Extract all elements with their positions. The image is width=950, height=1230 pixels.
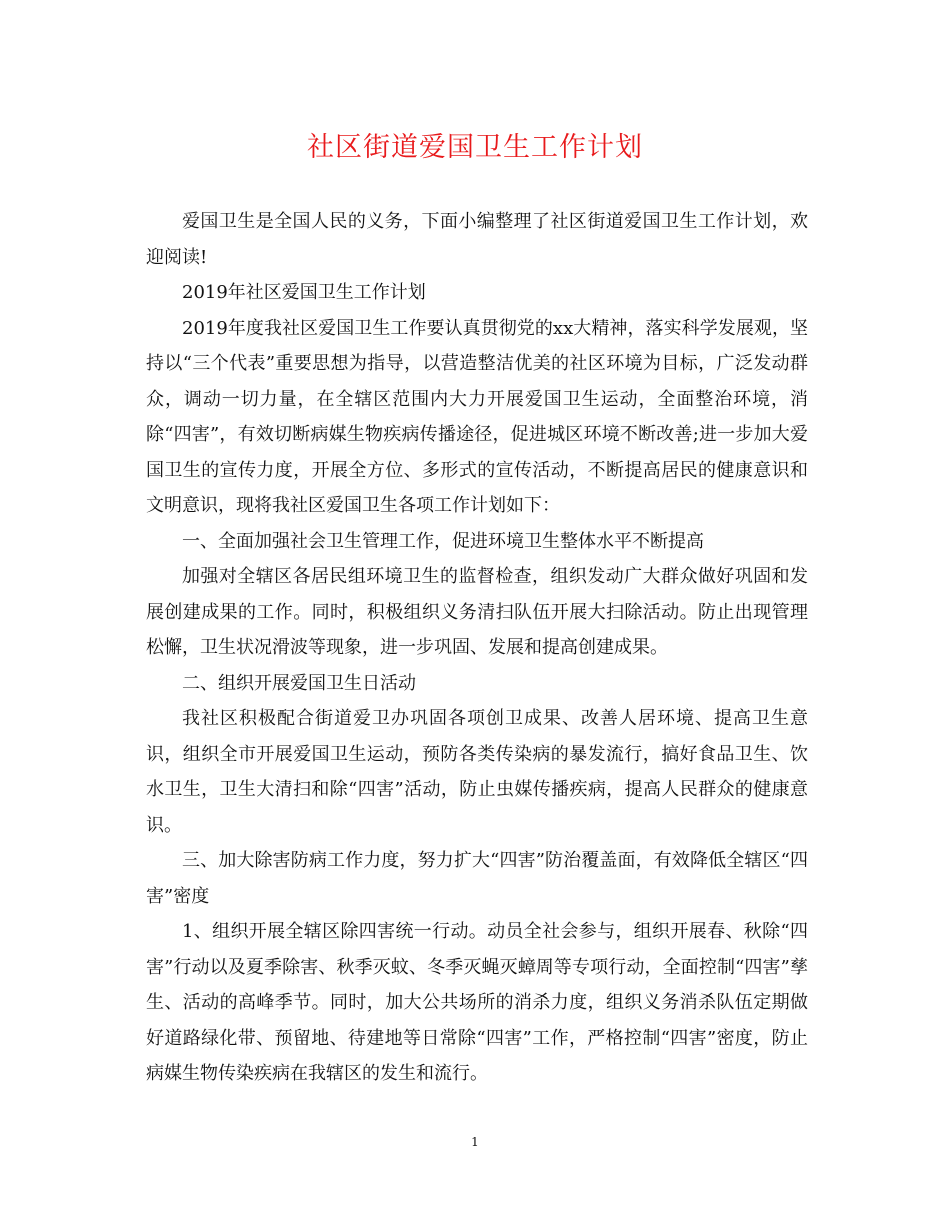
- page-title: 社区街道爱国卫生工作计划: [307, 132, 643, 163]
- section-heading-2: 二、组织开展爱国卫生日活动: [182, 672, 416, 694]
- page-number: 1: [471, 1135, 479, 1149]
- section-item-1: 1、组织开展全辖区除四害统一行动。动员全社会参与，组织开展春、秋除“四害”行动以及夏季除害、秋季灭蚊、冬季灭蝇灭蟑周等专项行动，全面控制“四害”孳生、活动的高峰季节。同时，加大公共场所的消杀力度，组织义务消杀队伍定期做好道路绿化带、预留地、待建地等日常除“四害”工作，严格控制“四害”密度，防止病媒生物传染疾病在我辖区的发生和流行。: [146, 921, 808, 1084]
- section-heading-1: 一、全面加强社会卫生管理工作，促进环境卫生整体水平不断提高: [182, 530, 704, 552]
- section-paragraph-1: 加强对全辖区各居民组环境卫生的监督检查，组织发动广大群众做好巩固和发展创建成果的工作。同时，积极组织义务清扫队伍开展大扫除活动。防止出现管理松懈，卫生状况滑波等现象，进一步巩固、发展和提高创建成果。: [146, 566, 808, 658]
- section-heading-3: 三、加大除害防病工作力度，努力扩大“四害”防治覆盖面，有效降低全辖区“四害”密度: [146, 850, 808, 907]
- intro-paragraph: 爱国卫生是全国人民的义务，下面小编整理了社区街道爱国卫生工作计划，欢迎阅读!: [146, 211, 808, 268]
- overview-paragraph: 2019年度我社区爱国卫生工作要认真贯彻党的xx大精神，落实科学发展观，坚持以“三个代表”重要思想为指导，以营造整洁优美的社区环境为目标，广泛发动群众，调动一切力量，在全辖区范围内大力开展爱国卫生运动，全面整治环境，消除“四害”，有效切断病媒生物疾病传播途径，促进城区环境不断改善;进一步加大爱国卫生的宣传力度，开展全方位、多形式的宣传活动，不断提高居民的健康意识和文明意识，现将我社区爱国卫生各项工作计划如下：: [146, 317, 808, 516]
- section-paragraph-2: 我社区积极配合街道爱卫办巩固各项创卫成果、改善人居环境、提高卫生意识，组织全市开展爱国卫生运动，预防各类传染病的暴发流行，搞好食品卫生、饮水卫生，卫生大清扫和除“四害”活动，防止虫媒传播疾病，提高人民群众的健康意识。: [146, 708, 808, 836]
- plan-subtitle: 2019年社区爱国卫生工作计划: [182, 282, 426, 303]
- document-body: [146, 204, 808, 1092]
